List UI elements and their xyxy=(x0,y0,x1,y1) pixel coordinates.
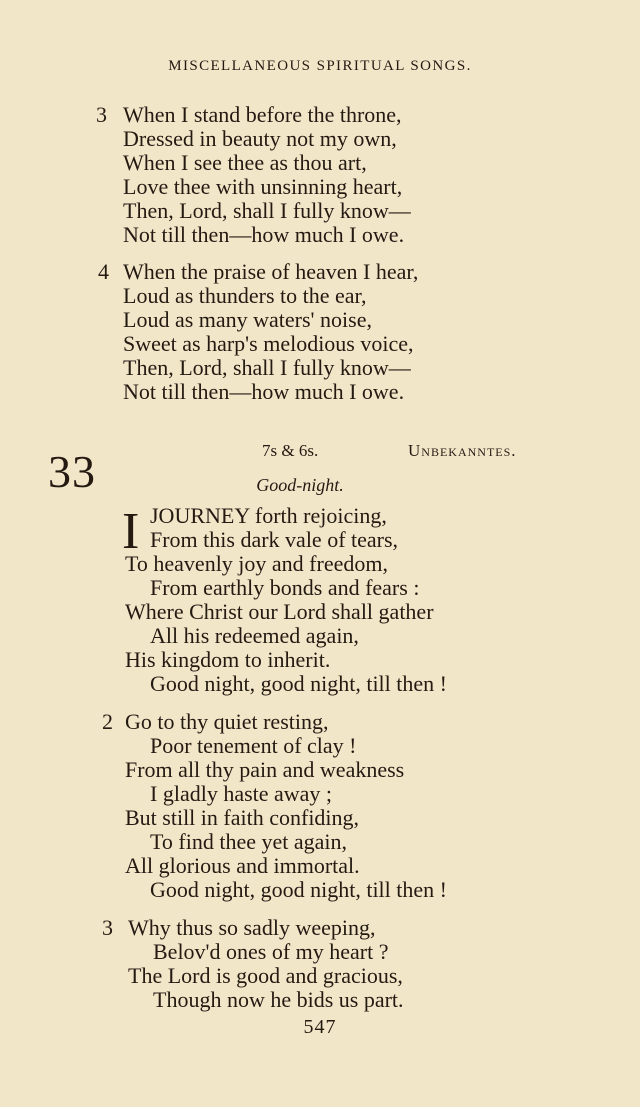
stanza-number: 2 xyxy=(102,709,113,734)
verse-line: Good night, good night, till then ! xyxy=(150,877,447,902)
verse-line: Then, Lord, shall I fully know— xyxy=(123,198,411,223)
verse-line: From all thy pain and weakness xyxy=(125,757,405,782)
drop-cap: I xyxy=(122,503,140,560)
verse-line: Loud as many waters' noise, xyxy=(123,307,372,332)
hymn-title: Good-night. xyxy=(256,475,344,495)
verse-line: Belov'd ones of my heart ? xyxy=(153,939,389,964)
verse-line: All glorious and immortal. xyxy=(125,853,360,878)
verse-line: To find thee yet again, xyxy=(150,829,348,854)
verse-line: When I see thee as thou art, xyxy=(123,150,367,175)
verse-line: His kingdom to inherit. xyxy=(125,647,331,672)
verse-line: JOURNEY forth rejoicing, xyxy=(150,503,387,528)
verse-line: Loud as thunders to the ear, xyxy=(123,283,367,308)
verse-line: All his redeemed again, xyxy=(150,623,359,648)
page-number: 547 xyxy=(303,1016,337,1038)
verse-line: But still in faith confiding, xyxy=(125,805,360,830)
verse-line: Not till then—how much I owe. xyxy=(123,222,405,247)
verse-line: When the praise of heaven I hear, xyxy=(123,259,419,284)
running-head: MISCELLANEOUS SPIRITUAL SONGS. xyxy=(168,58,472,74)
verse-line: Why thus so sadly weeping, xyxy=(128,915,376,940)
verse-line: The Lord is good and gracious, xyxy=(128,963,403,988)
verse-line: To heavenly joy and freedom, xyxy=(125,551,388,576)
verse-line: Go to thy quiet resting, xyxy=(125,709,329,734)
verse-line: Dressed in beauty not my own, xyxy=(123,126,397,151)
hymn-tune: Unbekanntes. xyxy=(408,441,517,460)
verse-line: Good night, good night, till then ! xyxy=(150,671,447,696)
hymn-number: 33 xyxy=(48,446,96,497)
verse-line: I gladly haste away ; xyxy=(150,781,333,806)
verse-line: From this dark vale of tears, xyxy=(150,527,399,552)
verse-line: Then, Lord, shall I fully know— xyxy=(123,355,411,380)
verse-line: From earthly bonds and fears : xyxy=(150,575,420,600)
verse-line: When I stand before the throne, xyxy=(123,102,402,127)
verse-line: Where Christ our Lord shall gather xyxy=(125,599,434,624)
verse-line: Though now he bids us part. xyxy=(153,987,404,1012)
stanza-number: 3 xyxy=(102,915,113,940)
stanza-number: 3 xyxy=(96,102,107,127)
verse-line: Not till then—how much I owe. xyxy=(123,379,405,404)
verse-line: Love thee with unsinning heart, xyxy=(123,174,403,199)
verse-line: Sweet as harp's melodious voice, xyxy=(123,331,414,356)
stanza-number: 4 xyxy=(98,259,109,284)
verse-line: Poor tenement of clay ! xyxy=(150,733,357,758)
hymn-meter: 7s & 6s. xyxy=(262,441,319,460)
